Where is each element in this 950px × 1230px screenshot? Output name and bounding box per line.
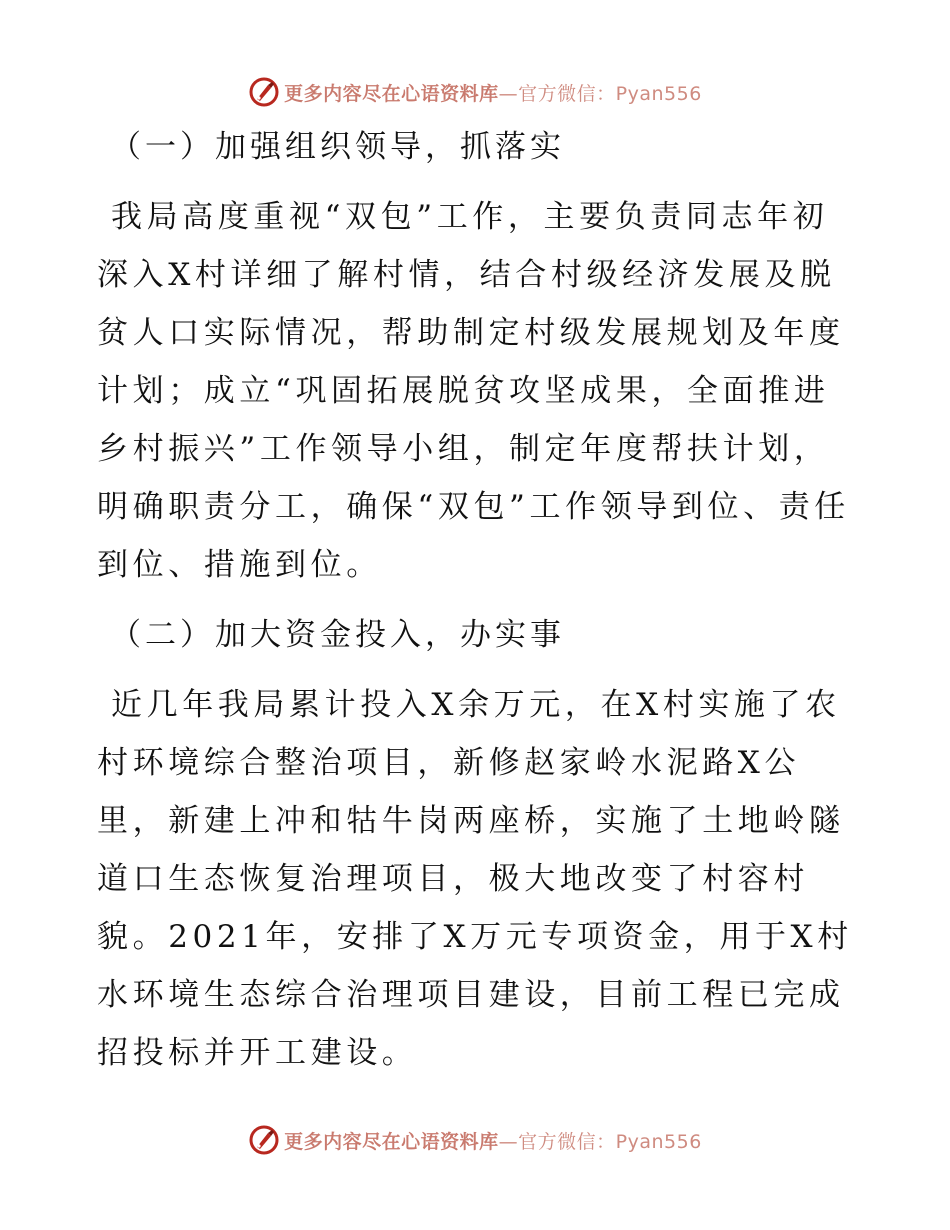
red-quill-logo-icon [248,76,280,108]
section-heading-1: （一）加强组织领导，抓落实 [110,129,565,165]
watermark-suffix: —官方微信：Pyan556 [498,82,702,105]
watermark-text [284,1127,702,1154]
footer-watermark [0,1120,950,1160]
section-heading-2: （二）加大资金投入，办实事 [110,617,565,653]
watermark-prefix: 更多内容尽在心语资料库 [284,1130,499,1153]
section-paragraph-1: 我局高度重视“双包”工作，主要负责同志年初深入X村详细了解村情，结合村级经济发展及脱贫人口实际情况，帮助制定村级发展规划及年度计划；成立“巩固拓展脱贫攻坚成果，全面推进乡村振兴”工作领导小组，制定年度帮扶计划，明确职责分工，确保“双包”工作领导到位、责任到位、措施到位。 [97,199,850,583]
watermark-suffix: —官方微信：Pyan556 [498,1130,702,1153]
header-watermark [0,72,950,112]
watermark-prefix: 更多内容尽在心语资料库 [284,82,499,105]
red-quill-logo-icon [248,1124,280,1156]
watermark-text [284,79,702,106]
section-paragraph-2: 近几年我局累计投入X余万元，在X村实施了农村环境综合整治项目，新修赵家岭水泥路X公里，新建上冲和牯牛岗两座桥，实施了土地岭隧道口生态恢复治理项目，极大地改变了村容村貌。2021年，安排了X万元专项资金，用于X村水环境生态综合治理项目建设，目前工程已完成招投标并开工建设。 [97,687,853,1071]
document-body [97,118,857,1082]
